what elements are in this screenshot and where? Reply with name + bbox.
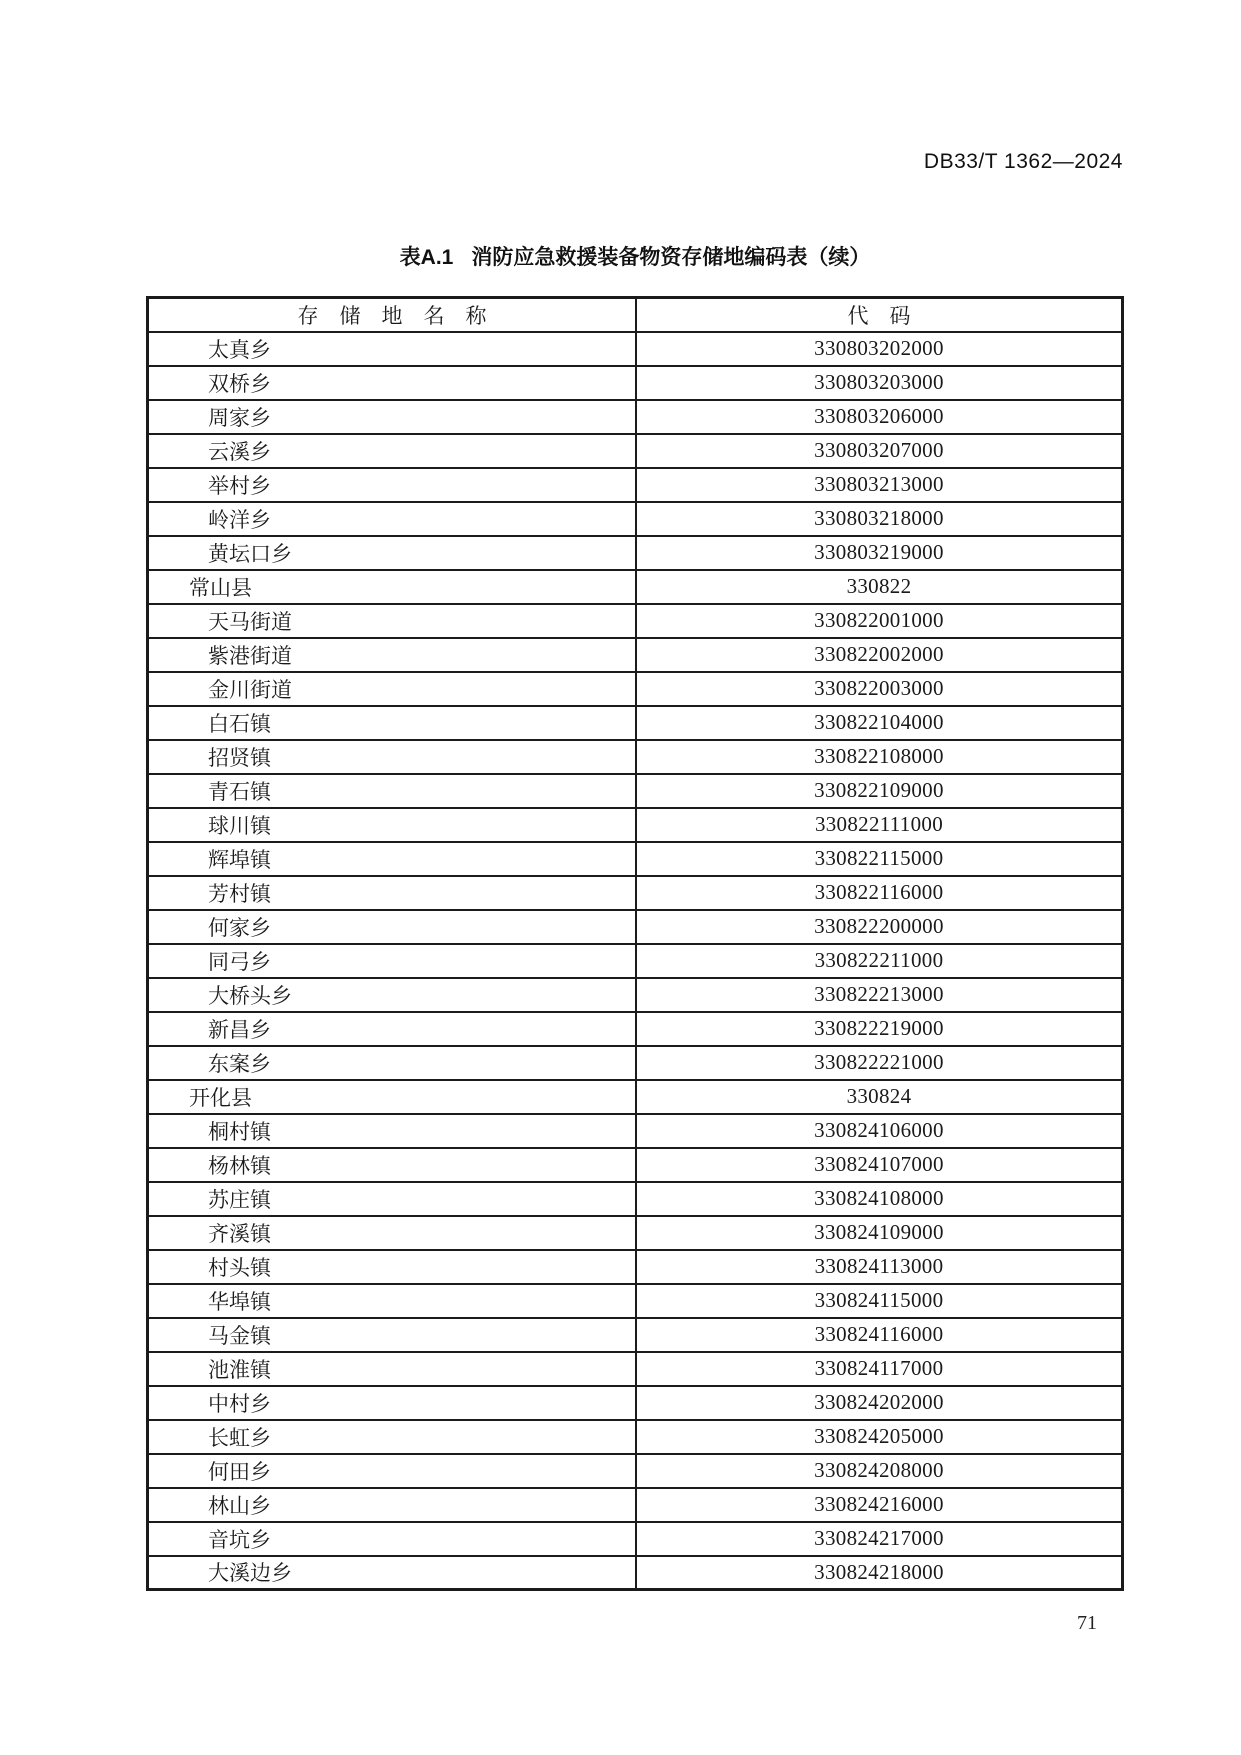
table-header-row <box>148 298 1123 332</box>
table-row <box>148 1114 1123 1148</box>
storage-name-cell: 青石镇 <box>148 774 636 808</box>
table-row <box>148 434 1123 468</box>
storage-name-cell: 何田乡 <box>148 1454 636 1488</box>
storage-name-cell: 紫港街道 <box>148 638 636 672</box>
code-cell: 330824113000 <box>636 1250 1123 1284</box>
table-row <box>148 1352 1123 1386</box>
code-cell: 330822111000 <box>636 808 1123 842</box>
code-cell: 330822 <box>636 570 1123 604</box>
code-cell: 330822109000 <box>636 774 1123 808</box>
code-cell: 330824 <box>636 1080 1123 1114</box>
storage-name-cell: 双桥乡 <box>148 366 636 400</box>
storage-name-cell: 桐村镇 <box>148 1114 636 1148</box>
code-cell: 330822219000 <box>636 1012 1123 1046</box>
storage-name-cell: 马金镇 <box>148 1318 636 1352</box>
storage-name-cell: 新昌乡 <box>148 1012 636 1046</box>
storage-name-cell: 开化县 <box>148 1080 636 1114</box>
storage-name-cell: 岭洋乡 <box>148 502 636 536</box>
table-row <box>148 1080 1123 1114</box>
table-row <box>148 366 1123 400</box>
column-header-code: 代 码 <box>636 298 1123 332</box>
storage-name-cell: 白石镇 <box>148 706 636 740</box>
table-row <box>148 1216 1123 1250</box>
code-cell: 330803206000 <box>636 400 1123 434</box>
table-row <box>148 1012 1123 1046</box>
code-cell: 330822221000 <box>636 1046 1123 1080</box>
code-cell: 330822115000 <box>636 842 1123 876</box>
code-cell: 330824218000 <box>636 1556 1123 1590</box>
code-cell: 330824117000 <box>636 1352 1123 1386</box>
table-row <box>148 332 1123 366</box>
code-cell: 330803207000 <box>636 434 1123 468</box>
code-cell: 330824205000 <box>636 1420 1123 1454</box>
storage-name-cell: 球川镇 <box>148 808 636 842</box>
storage-name-cell: 金川街道 <box>148 672 636 706</box>
storage-name-cell: 同弓乡 <box>148 944 636 978</box>
code-cell: 330803202000 <box>636 332 1123 366</box>
table-row <box>148 1046 1123 1080</box>
storage-name-cell: 周家乡 <box>148 400 636 434</box>
storage-name-cell: 举村乡 <box>148 468 636 502</box>
table-row <box>148 502 1123 536</box>
code-cell: 330824109000 <box>636 1216 1123 1250</box>
code-cell: 330824115000 <box>636 1284 1123 1318</box>
storage-name-cell: 华埠镇 <box>148 1284 636 1318</box>
code-cell: 330822116000 <box>636 876 1123 910</box>
code-cell: 330824106000 <box>636 1114 1123 1148</box>
table-title-label: 表A.1 <box>399 246 454 269</box>
code-cell: 330803219000 <box>636 536 1123 570</box>
storage-name-cell: 何家乡 <box>148 910 636 944</box>
code-cell: 330824217000 <box>636 1522 1123 1556</box>
table-row <box>148 468 1123 502</box>
storage-name-cell: 音坑乡 <box>148 1522 636 1556</box>
table-row <box>148 1488 1123 1522</box>
doc-number: DB33/T 1362—2024 <box>923 150 1123 173</box>
storage-name-cell: 东案乡 <box>148 1046 636 1080</box>
table-row <box>148 604 1123 638</box>
code-cell: 330822104000 <box>636 706 1123 740</box>
doc-header <box>924 150 1123 173</box>
table-row <box>148 774 1123 808</box>
storage-name-cell: 林山乡 <box>148 1488 636 1522</box>
code-cell: 330824202000 <box>636 1386 1123 1420</box>
storage-name-cell: 中村乡 <box>148 1386 636 1420</box>
storage-name-cell: 村头镇 <box>148 1250 636 1284</box>
code-cell: 330824208000 <box>636 1454 1123 1488</box>
storage-name-cell: 芳村镇 <box>148 876 636 910</box>
storage-name-cell: 常山县 <box>148 570 636 604</box>
storage-name-cell: 池淮镇 <box>148 1352 636 1386</box>
table-row <box>148 1556 1123 1590</box>
code-cell: 330824108000 <box>636 1182 1123 1216</box>
table-title <box>146 245 1124 271</box>
table-row <box>148 536 1123 570</box>
table-title-text: 消防应急救援装备物资存储地编码表（续） <box>471 246 871 269</box>
storage-name-cell: 黄坛口乡 <box>148 536 636 570</box>
storage-name-cell: 大桥头乡 <box>148 978 636 1012</box>
code-cell: 330822108000 <box>636 740 1123 774</box>
table-row <box>148 570 1123 604</box>
storage-code-table <box>146 296 1124 1591</box>
table-row <box>148 1386 1123 1420</box>
table-row <box>148 876 1123 910</box>
storage-name-cell: 天马街道 <box>148 604 636 638</box>
storage-name-cell: 苏庄镇 <box>148 1182 636 1216</box>
table-row <box>148 1250 1123 1284</box>
storage-name-cell: 齐溪镇 <box>148 1216 636 1250</box>
table-row <box>148 1284 1123 1318</box>
code-cell: 330824116000 <box>636 1318 1123 1352</box>
code-cell: 330803213000 <box>636 468 1123 502</box>
storage-name-cell: 杨林镇 <box>148 1148 636 1182</box>
code-cell: 330822213000 <box>636 978 1123 1012</box>
table-row <box>148 1454 1123 1488</box>
table-row <box>148 740 1123 774</box>
table-row <box>148 400 1123 434</box>
code-cell: 330824107000 <box>636 1148 1123 1182</box>
code-cell: 330822200000 <box>636 910 1123 944</box>
table-row <box>148 808 1123 842</box>
table-row <box>148 910 1123 944</box>
table-row <box>148 706 1123 740</box>
storage-name-cell: 大溪边乡 <box>148 1556 636 1590</box>
storage-name-cell: 辉埠镇 <box>148 842 636 876</box>
code-cell: 330803218000 <box>636 502 1123 536</box>
code-cell: 330803203000 <box>636 366 1123 400</box>
table-row <box>148 978 1123 1012</box>
table-row <box>148 1148 1123 1182</box>
table-row <box>148 672 1123 706</box>
storage-name-cell: 招贤镇 <box>148 740 636 774</box>
table-row <box>148 1522 1123 1556</box>
page-number: 71 <box>1077 1612 1097 1634</box>
page-footer <box>1077 1612 1097 1635</box>
table-row <box>148 1318 1123 1352</box>
column-header-storage-name: 存 储 地 名 称 <box>148 298 636 332</box>
table-row <box>148 1420 1123 1454</box>
table-row <box>148 944 1123 978</box>
code-cell: 330824216000 <box>636 1488 1123 1522</box>
storage-name-cell: 云溪乡 <box>148 434 636 468</box>
table-row <box>148 638 1123 672</box>
table-row <box>148 842 1123 876</box>
table-row <box>148 1182 1123 1216</box>
code-cell: 330822002000 <box>636 638 1123 672</box>
storage-name-cell: 长虹乡 <box>148 1420 636 1454</box>
code-cell: 330822211000 <box>636 944 1123 978</box>
code-cell: 330822001000 <box>636 604 1123 638</box>
storage-name-cell: 太真乡 <box>148 332 636 366</box>
code-cell: 330822003000 <box>636 672 1123 706</box>
